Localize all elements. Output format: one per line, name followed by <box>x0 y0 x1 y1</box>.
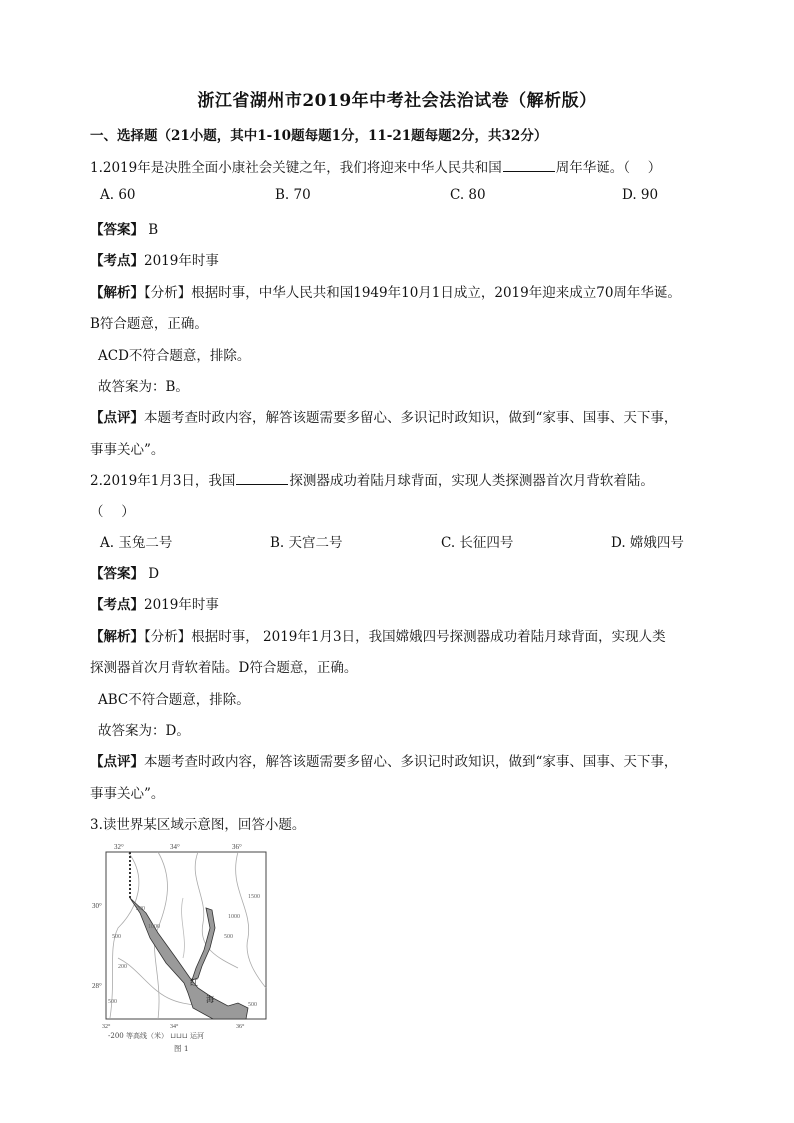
lon-label: 36° <box>236 1024 245 1030</box>
q2-analysis: 【解析】【分析】根据时事， 2019年1月3日，我国嫦娥四号探测器成功着陆月球背面，实现人类 <box>90 629 666 645</box>
contour-label: 500 <box>224 934 233 940</box>
contour-label: 1500 <box>248 894 260 900</box>
q2-option-b: B. 天宫二号 <box>270 535 343 551</box>
map-legend: -200 等高线（米） ⊔⊔⊔ 运河 <box>108 1032 204 1040</box>
q1-analysis-line3: ACD不符合题意，排除。 <box>98 348 251 364</box>
figure-caption: 图 1 <box>174 1044 189 1053</box>
q1-option-b: B. 70 <box>275 187 311 203</box>
contour-label: 200 <box>118 964 127 970</box>
q1-comment-line2: 事事关心”。 <box>90 442 165 458</box>
question-2-stem-line2: （ ） <box>90 504 135 520</box>
answer-blank <box>236 483 288 485</box>
q1-point: 【考点】2019年时事 <box>90 253 219 269</box>
lon-label: 34° <box>170 1024 179 1030</box>
q1-analysis-line4: 故答案为：B。 <box>98 379 189 395</box>
lat-label: 30° <box>92 902 102 910</box>
q2-analysis-line4: 故答案为：D。 <box>98 723 190 739</box>
lon-label: 36° <box>232 843 242 851</box>
contour-label: 1000 <box>228 914 240 920</box>
q2-analysis-line2: 探测器首次月背软着陆。D符合题意，正确。 <box>90 660 358 676</box>
q1-analysis-line2: B符合题意，正确。 <box>90 316 208 332</box>
q1-comment: 【点评】本题考查时政内容，解答该题需要多留心、多识记时政知识，做到“家事、国事、天下事， <box>90 410 678 426</box>
q2-comment-line2: 事事关心”。 <box>90 786 165 802</box>
lat-label: 28° <box>92 982 102 990</box>
region-map-figure <box>88 838 278 1056</box>
contour-label: 1000 <box>148 924 160 930</box>
sea-label: 海 <box>206 995 214 1004</box>
q1-option-d: D. 90 <box>622 187 659 203</box>
q1-analysis: 【解析】【分析】根据时事，中华人民共和国1949年10月1日成立，2019年迎来成立70周年华诞。 <box>90 285 681 301</box>
sea-label: 红 <box>190 978 198 987</box>
contour-label: 500 <box>248 1002 257 1008</box>
q2-option-d: D. 嫦娥四号 <box>611 535 684 551</box>
lon-label: 34° <box>170 843 180 851</box>
q1-option-c: C. 80 <box>450 187 486 203</box>
contour-label: 500 <box>108 999 117 1005</box>
q2-point: 【考点】2019年时事 <box>90 597 219 613</box>
q1-answer: 【答案】 B <box>90 222 159 238</box>
section-heading: 一、选择题（21小题，其中1-10题每题1分，11-21题每题2分，共32分） <box>90 128 548 144</box>
question-2-stem: 2.2019年1月3日，我国 探测器成功着陆月球背面，实现人类探测器首次月背软着陆。 <box>90 473 654 489</box>
lon-label: 32° <box>114 843 124 851</box>
q2-option-c: C. 长征四号 <box>441 535 514 551</box>
q2-analysis-line3: ABC不符合题意，排除。 <box>98 692 250 708</box>
contour-label: 200 <box>136 906 145 912</box>
question-1-stem: 1.2019年是决胜全面小康社会关键之年，我们将迎来中华人民共和国 周年华诞。（ ） <box>90 160 662 176</box>
lon-label: 32° <box>102 1024 111 1030</box>
contour-label: 500 <box>112 934 121 940</box>
answer-blank <box>503 170 555 172</box>
q2-option-a: A. 玉兔二号 <box>100 535 173 551</box>
q2-comment: 【点评】本题考查时政内容，解答该题需要多留心、多识记时政知识，做到“家事、国事、天下事， <box>90 754 678 770</box>
page-title: 浙江省湖州市2019年中考社会法治试卷（解析版） <box>197 91 597 111</box>
q2-answer: 【答案】 D <box>90 566 160 582</box>
question-3-stem: 3.读世界某区域示意图，回答小题。 <box>90 817 306 833</box>
q1-option-a: A. 60 <box>100 187 136 203</box>
